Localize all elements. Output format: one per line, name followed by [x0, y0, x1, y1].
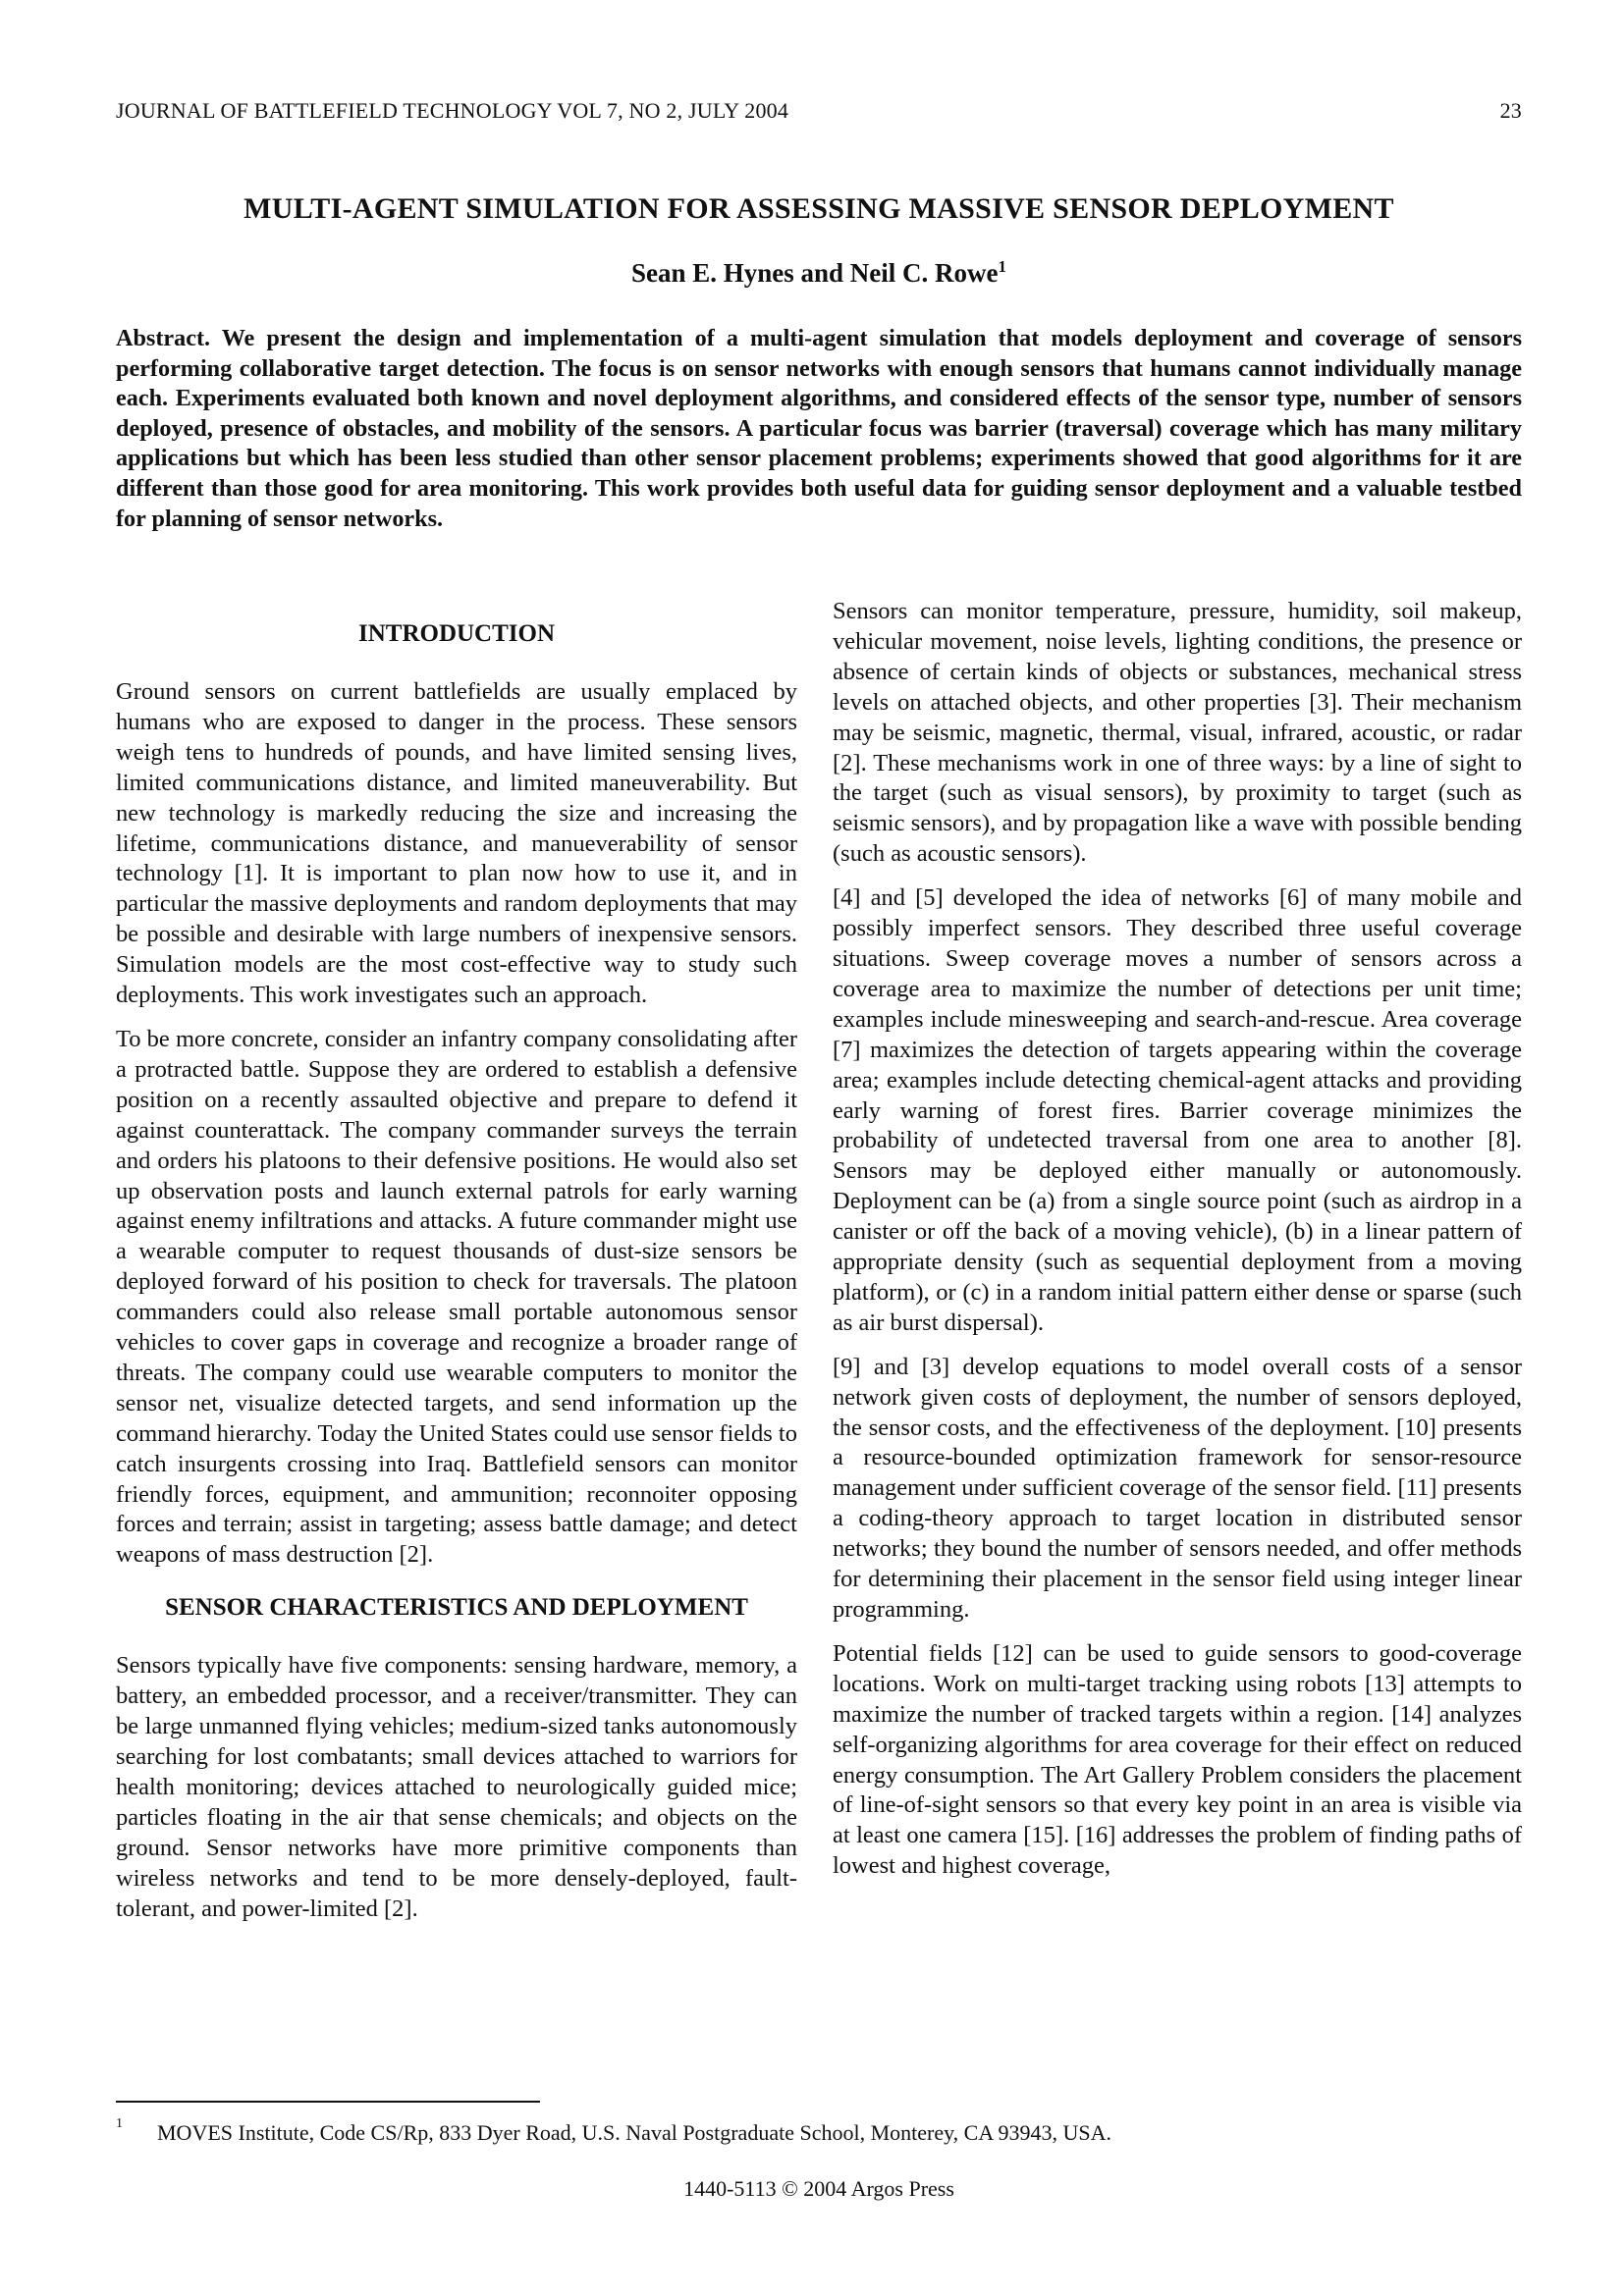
paragraph: Sensors typically have five components: sensing hardware, memory, a battery, an embedded processor, and a receiver/transmitter. They can be large unmanned flying vehicles; medium-sized tanks autonomously searching for lost combatants; small devices attached to warriors for health monitoring; devices attached to neurologically guided mice; particles floating in the air that sense chemicals; and objects on the ground. Sensor networks have more primitive components than wireless networks and tend to be more densely-deployed, fault-tolerant, and power-limited [2].	[116, 1652, 797, 1922]
author-footnote-mark: 1	[998, 257, 1007, 276]
paragraph: To be more concrete, consider an infantry company consolidating after a protracted battle. Suppose they are ordered to establish a defensive position on a recently assaulted objective and prepare to defend it against counterattack. The company commander surveys the terrain and orders his platoons to their defensive positions. He would also set up observation posts and launch external patrols for early warning against enemy infiltrations and attacks. A future commander might use a wearable computer to request thousands of dust-size sensors be deployed forward of his position to check for traversals. The platoon commanders could also release small portable autonomous sensor vehicles to cover gaps in coverage and recognize a broader range of threats. The company could use wearable computers to monitor the sensor net, visualize detected targets, and send information up the command hierarchy. Today the United States could use sensor fields to catch insurgents crossing into Iraq. Battlefield sensors can monitor friendly forces, equipment, and ammunition; reconnoiter opposing forces and terrain; assist in targeting; assess battle damage; and detect weapons of mass destruction [2].	[116, 1025, 797, 1569]
paragraph: [9] and [3] develop equations to model overall costs of a sensor network given costs of deployment, the number of sensors deployed, the sensor costs, and the effectiveness of the deployment. [10] presents a resource-bounded optimization framework for sensor-resource management under sufficient coverage of the sensor field. [11] presents a coding-theory approach to target location in distributed sensor networks; they bound the number of sensors needed, and offer methods for determining their placement in the sensor field using integer linear programming.	[833, 1353, 1522, 1623]
journal-citation: JOURNAL OF BATTLEFIELD TECHNOLOGY VOL 7, NO 2, JULY 2004	[116, 98, 789, 123]
footnote-mark: 1	[116, 2116, 123, 2131]
page-number: 23	[1499, 98, 1522, 123]
paragraph: Potential fields [12] can be used to guide sensors to good-coverage locations. Work on multi-target tracking using robots [13] attempts to maximize the number of tracked targets within a region. [14] analyzes self-organizing algorithms for area coverage for their effect on reduced energy consumption. The Art Gallery Problem considers the placement of line-of-sight sensors so that every key point in an area is visible via at least one camera [15]. [16] addresses the problem of finding paths of lowest and highest coverage,	[833, 1639, 1522, 1880]
paragraph: [4] and [5] developed the idea of networks [6] of many mobile and possibly imperfect sensors. They described three useful coverage situations. Sweep coverage moves a number of sensors across a coverage area to maximize the number of detections per unit time; examples include minesweeping and search-and-rescue. Area coverage [7] maximizes the detection of targets appearing within the coverage area; examples include detecting chemical-agent attacks and providing early warning of forest fires. Barrier coverage minimizes the probability of undetected traversal from one area to another [8]. Sensors may be deployed either manually or autonomously. Deployment can be (a) from a single source point (such as airdrop in a canister or off the back of a moving vehicle), (b) in a linear pattern of appropriate density (such as sequential deployment from a moving platform), or (c) in a random initial pattern either dense or sparse (such as air burst dispersal).	[833, 884, 1522, 1336]
paragraph: Sensors can monitor temperature, pressure, humidity, soil makeup, vehicular movement, noise levels, lighting conditions, the presence or absence of certain kinds of objects or substances, mechanical stress levels on attached objects, and other properties [3]. Their mechanism may be seismic, magnetic, thermal, visual, infrared, acoustic, or radar [2]. These mechanisms work in one of three ways: by a line of sight to the target (such as visual sensors), by proximity to target (such as seismic sensors), and by propagation like a wave with possible bending (such as acoustic sensors).	[833, 598, 1522, 868]
left-column	[116, 599, 797, 1938]
paper-title: MULTI-AGENT SIMULATION FOR ASSESSING MASSIVE SENSOR DEPLOYMENT	[244, 192, 1394, 225]
section-heading-sensor-characteristics: SENSOR CHARACTERISTICS AND DEPLOYMENT	[165, 1594, 748, 1622]
author-names: Sean E. Hynes and Neil C. Rowe	[630, 258, 999, 288]
right-column	[833, 597, 1522, 1896]
author-line	[116, 257, 1522, 289]
running-head	[116, 98, 1522, 124]
footnote-divider	[116, 2101, 540, 2103]
paragraph: Ground sensors on current battlefields are usually emplaced by humans who are exposed to danger in the process. These sensors weigh tens to hundreds of pounds, and have limited sensing lives, limited communications distance, and limited maneuverability. But new technology is markedly reducing the size and increasing the lifetime, communications distance, and manueverability of sensor technology [1]. It is important to plan now how to use it, and in particular the massive deployments and random deployments that may be possible and desirable with large numbers of inexpensive sensors. Simulation models are the most cost-effective way to study such deployments. This work investigates such an approach.	[116, 678, 797, 1009]
colophon: 1440-5113 © 2004 Argos Press	[683, 2176, 954, 2201]
abstract: Abstract. We present the design and implementation of a multi-agent simulation that models deployment and coverage of sensors performing collaborative target detection. The focus is on sensor networks with enough sensors that humans cannot individually manage each. Experiments evaluated both known and novel deployment algorithms, and considered effects of the sensor type, number of sensors deployed, presence of obstacles, and mobility of the sensors. A particular focus was barrier (traversal) coverage which has many military applications but which has been less studied than other sensor placement problems; experiments showed that good algorithms for it are different than those good for area monitoring. This work provides both useful data for guiding sensor deployment and a valuable testbed for planning of sensor networks.	[116, 325, 1522, 532]
section-heading-introduction: INTRODUCTION	[357, 620, 556, 647]
footnote-text: MOVES Institute, Code CS/Rp, 833 Dyer Road, U.S. Naval Postgraduate School, Monterey, CA 93943, USA.	[157, 2120, 1112, 2145]
